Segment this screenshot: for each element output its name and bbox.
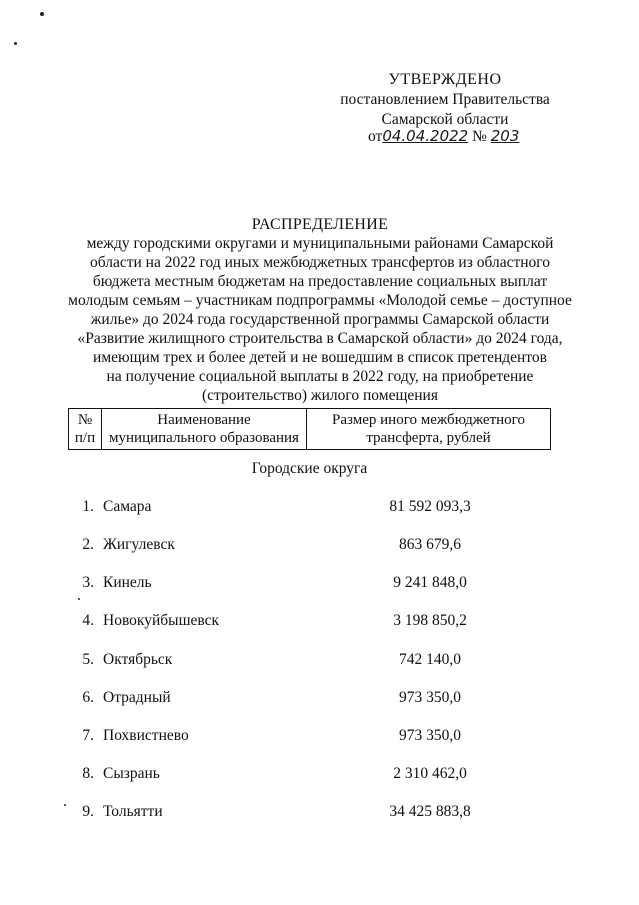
table-row: [0, 765, 639, 787]
title-line: между городскими округами и муниципальными районами Самарской: [86, 235, 554, 252]
row-number: 8.: [82, 765, 94, 782]
row-number: 7.: [82, 727, 94, 744]
number-handwritten: 203: [490, 127, 520, 145]
row-municipality: Новокуйбышевск: [103, 612, 220, 629]
number-sign: №: [472, 128, 487, 145]
row-municipality: Самара: [103, 498, 152, 515]
table-row: [0, 574, 639, 596]
approval-stamp: УТВЕРЖДЕНО: [388, 71, 502, 88]
scan-speck: [40, 12, 44, 16]
title-line: на получение социальной выплаты в 2022 году, на приобретение: [106, 368, 534, 385]
row-number: 2.: [82, 536, 94, 553]
title-line: бюджета местным бюджетам на предоставление социальных выплат: [92, 273, 548, 290]
page-title: РАСПРЕДЕЛЕНИЕ: [251, 216, 389, 233]
row-amount: 2 310 462,0: [393, 765, 467, 782]
section-label: Городские округа: [251, 460, 368, 477]
column-header-amount: [307, 409, 551, 450]
column-header-name-line-2: муниципального образования: [109, 430, 299, 446]
row-municipality: Отрадный: [103, 689, 171, 706]
row-number: 9.: [82, 803, 94, 820]
row-municipality: Октябрьск: [103, 651, 173, 668]
column-header-number: [69, 409, 102, 450]
approval-block: [330, 70, 560, 130]
title-line: имеющим трех и более детей и не вошедшим в список претендентов: [93, 349, 547, 366]
row-amount: 3 198 850,2: [393, 612, 467, 629]
row-amount: 863 679,6: [399, 536, 461, 553]
column-header-number-line-1: №: [77, 412, 93, 428]
row-number: 6.: [82, 689, 94, 706]
row-municipality: Кинель: [103, 574, 152, 591]
table-row: [0, 612, 639, 634]
column-header-amount-line-2: трансферта, рублей: [366, 430, 491, 446]
title-line: области на 2022 год иных межбюджетных трансфертов из областного: [89, 254, 551, 271]
row-number: 1.: [82, 498, 94, 515]
row-amount: 9 241 848,0: [393, 574, 467, 591]
column-header-name-line-1: Наименование: [157, 412, 251, 428]
title-line: (строительство) жилого помещения: [202, 387, 438, 404]
column-header-name: [102, 409, 307, 450]
distribution-title: [55, 215, 585, 405]
title-line: жилье» до 2024 года государственной программы Самарской области: [90, 311, 550, 328]
table-row: [0, 651, 639, 673]
column-header-number-line-2: п/п: [74, 430, 96, 446]
title-line: молодым семьям – участникам подпрограммы «Молодой семье – доступное: [68, 292, 572, 309]
row-number: 5.: [82, 651, 94, 668]
row-number: 3.: [82, 574, 94, 591]
row-municipality: Сызрань: [103, 765, 160, 782]
table-row: [0, 803, 639, 825]
row-number: 4.: [82, 612, 94, 629]
distribution-table-header: [68, 408, 551, 450]
date-handwritten: 04.04.2022: [382, 127, 469, 145]
table-row: [0, 689, 639, 711]
approval-date-line: [368, 126, 568, 147]
table-row: [0, 727, 639, 749]
column-header-amount-line-1: Размер иного межбюджетного: [332, 412, 525, 428]
row-amount: 742 140,0: [399, 651, 461, 668]
scan-speck: [78, 598, 80, 600]
scan-speck: [14, 42, 17, 45]
row-amount: 973 350,0: [399, 689, 461, 706]
row-amount: 973 350,0: [399, 727, 461, 744]
row-municipality: Тольятти: [103, 803, 163, 820]
row-amount: 34 425 883,8: [389, 803, 471, 820]
table-row: [0, 498, 639, 520]
table-row: [0, 536, 639, 558]
date-prefix: от: [368, 128, 383, 145]
row-municipality: Похвистнево: [103, 727, 189, 744]
title-line: «Развитие жилищного строительства в Самарской области» до 2024 года,: [77, 330, 563, 347]
row-municipality: Жигулевск: [103, 536, 175, 553]
approval-line-2: Самарской области: [381, 111, 509, 128]
approval-line-1: постановлением Правительства: [340, 91, 550, 108]
row-amount: 81 592 093,3: [389, 498, 471, 515]
